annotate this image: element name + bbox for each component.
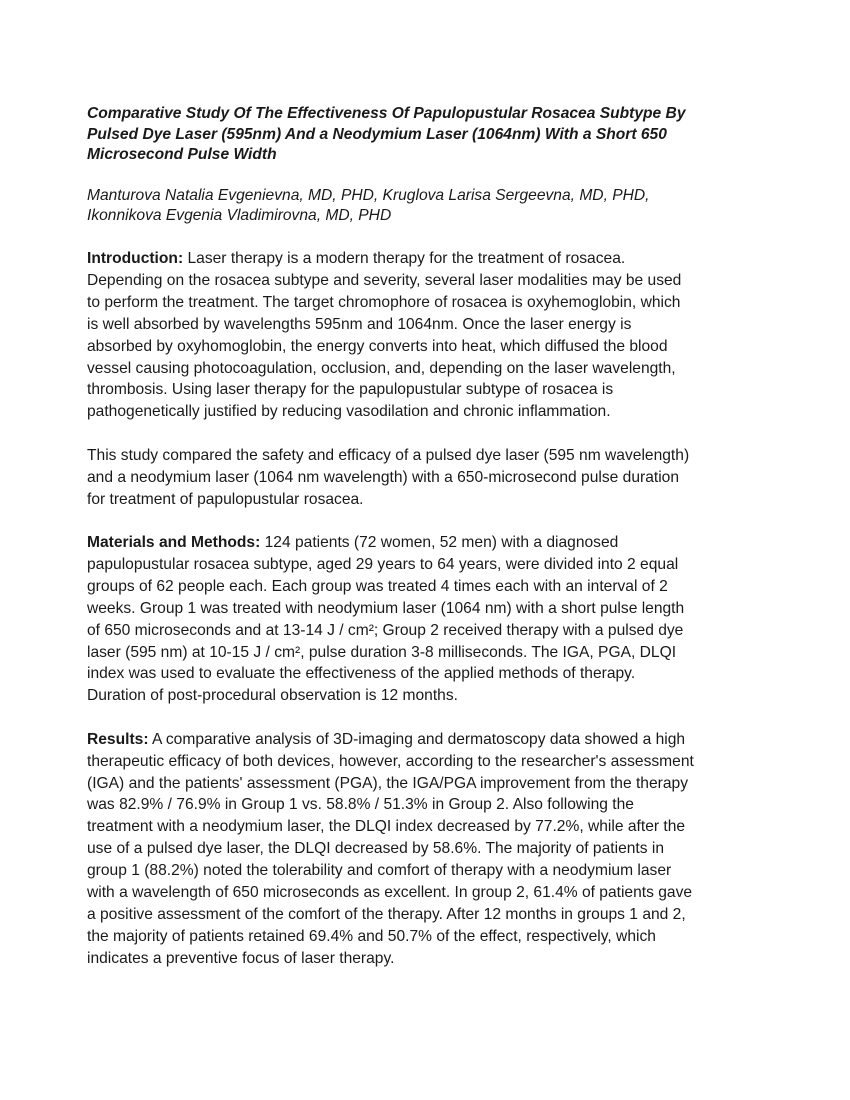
methods-label: Materials and Methods:	[87, 533, 261, 551]
results-text: A comparative analysis of 3D-imaging and dermatoscopy data showed a high therapeutic efficacy of both devices, however, according to the researcher's assessment (IGA) and the patients' assessment (PGA), the IGA/PGA improvement from the therapy was 82.9% / 76.9% in Group 1 vs. 58.8% / 51.3% in Group 2. Also following the treatment with a neodymium laser, the DLQI index decreased by 77.2%, while after the use of a pulsed dye laser, the DLQI decreased by 58.6%. The majority of patients in group 1 (88.2%) noted the tolerability and comfort of therapy with a neodymium laser with a wavelength of 650 microseconds as excellent. In group 2, 61.4% of patients gave a positive assessment of the comfort of the therapy. After 12 months in groups 1 and 2, the majority of patients retained 69.4% and 50.7% of the effect, respectively, which indicates a preventive focus of laser therapy.	[87, 730, 694, 967]
methods-text: 124 patients (72 women, 52 men) with a diagnosed papulopustular rosacea subtype, aged 29 years to 64 years, were divided into 2 equal groups of 62 people each. Each group was treated 4 times each with an interval of 2 weeks. Group 1 was treated with neodymium laser (1064 nm) with a short pulse length of 650 microseconds and at 13-14 J / cm²; Group 2 received therapy with a pulsed dye laser (595 nm) at 10-15 J / cm², pulse duration 3-8 milliseconds. The IGA, PGA, DLQI index was used to evaluate the effectiveness of the applied methods of therapy. Duration of post-procedural observation is 12 months.	[87, 533, 685, 705]
introduction-paragraph	[87, 248, 759, 423]
introduction-label: Introduction:	[87, 250, 184, 267]
results-label: Results:	[87, 730, 149, 748]
author-list: Manturova Natalia Evgenievna, MD, PHD, Kruglova Larisa Sergeevna, MD, PHD, Ikonnikova Evgenia Vladimirovna, MD, PHD	[87, 186, 650, 224]
document-page	[87, 104, 759, 970]
study-paragraph: This study compared the safety and efficacy of a pulsed dye laser (595 nm wavelength) and a neodymium laser (1064 nm wavelength) with a 650-microsecond pulse duration for treatment of papulopustular rosacea.	[87, 446, 690, 508]
introduction-text: Laser therapy is a modern therapy for the treatment of rosacea. Depending on the rosacea subtype and severity, several laser modalities may be used to perform the treatment. The target chromophore of rosacea is oxyhemoglobin, which is well absorbed by wavelengths 595nm and 1064nm. Once the laser energy is absorbed by oxyhomoglobin, the energy converts into heat, which diffused the blood vessel causing photocoagulation, occlusion, and, depending on the laser wavelength, thrombosis. Using laser therapy for the papulopustular subtype of rosacea is pathogenetically justified by reducing vasodilation and chronic inflammation.	[87, 250, 682, 421]
document-title: Comparative Study Of The Effectiveness Of Papulopustular Rosacea Subtype By Pulsed Dye Laser (595nm) And a Neodymium Laser (1064nm) With a Short 650 Microsecond Pulse Width	[87, 105, 686, 163]
results-paragraph	[87, 729, 759, 970]
methods-paragraph	[87, 532, 759, 707]
